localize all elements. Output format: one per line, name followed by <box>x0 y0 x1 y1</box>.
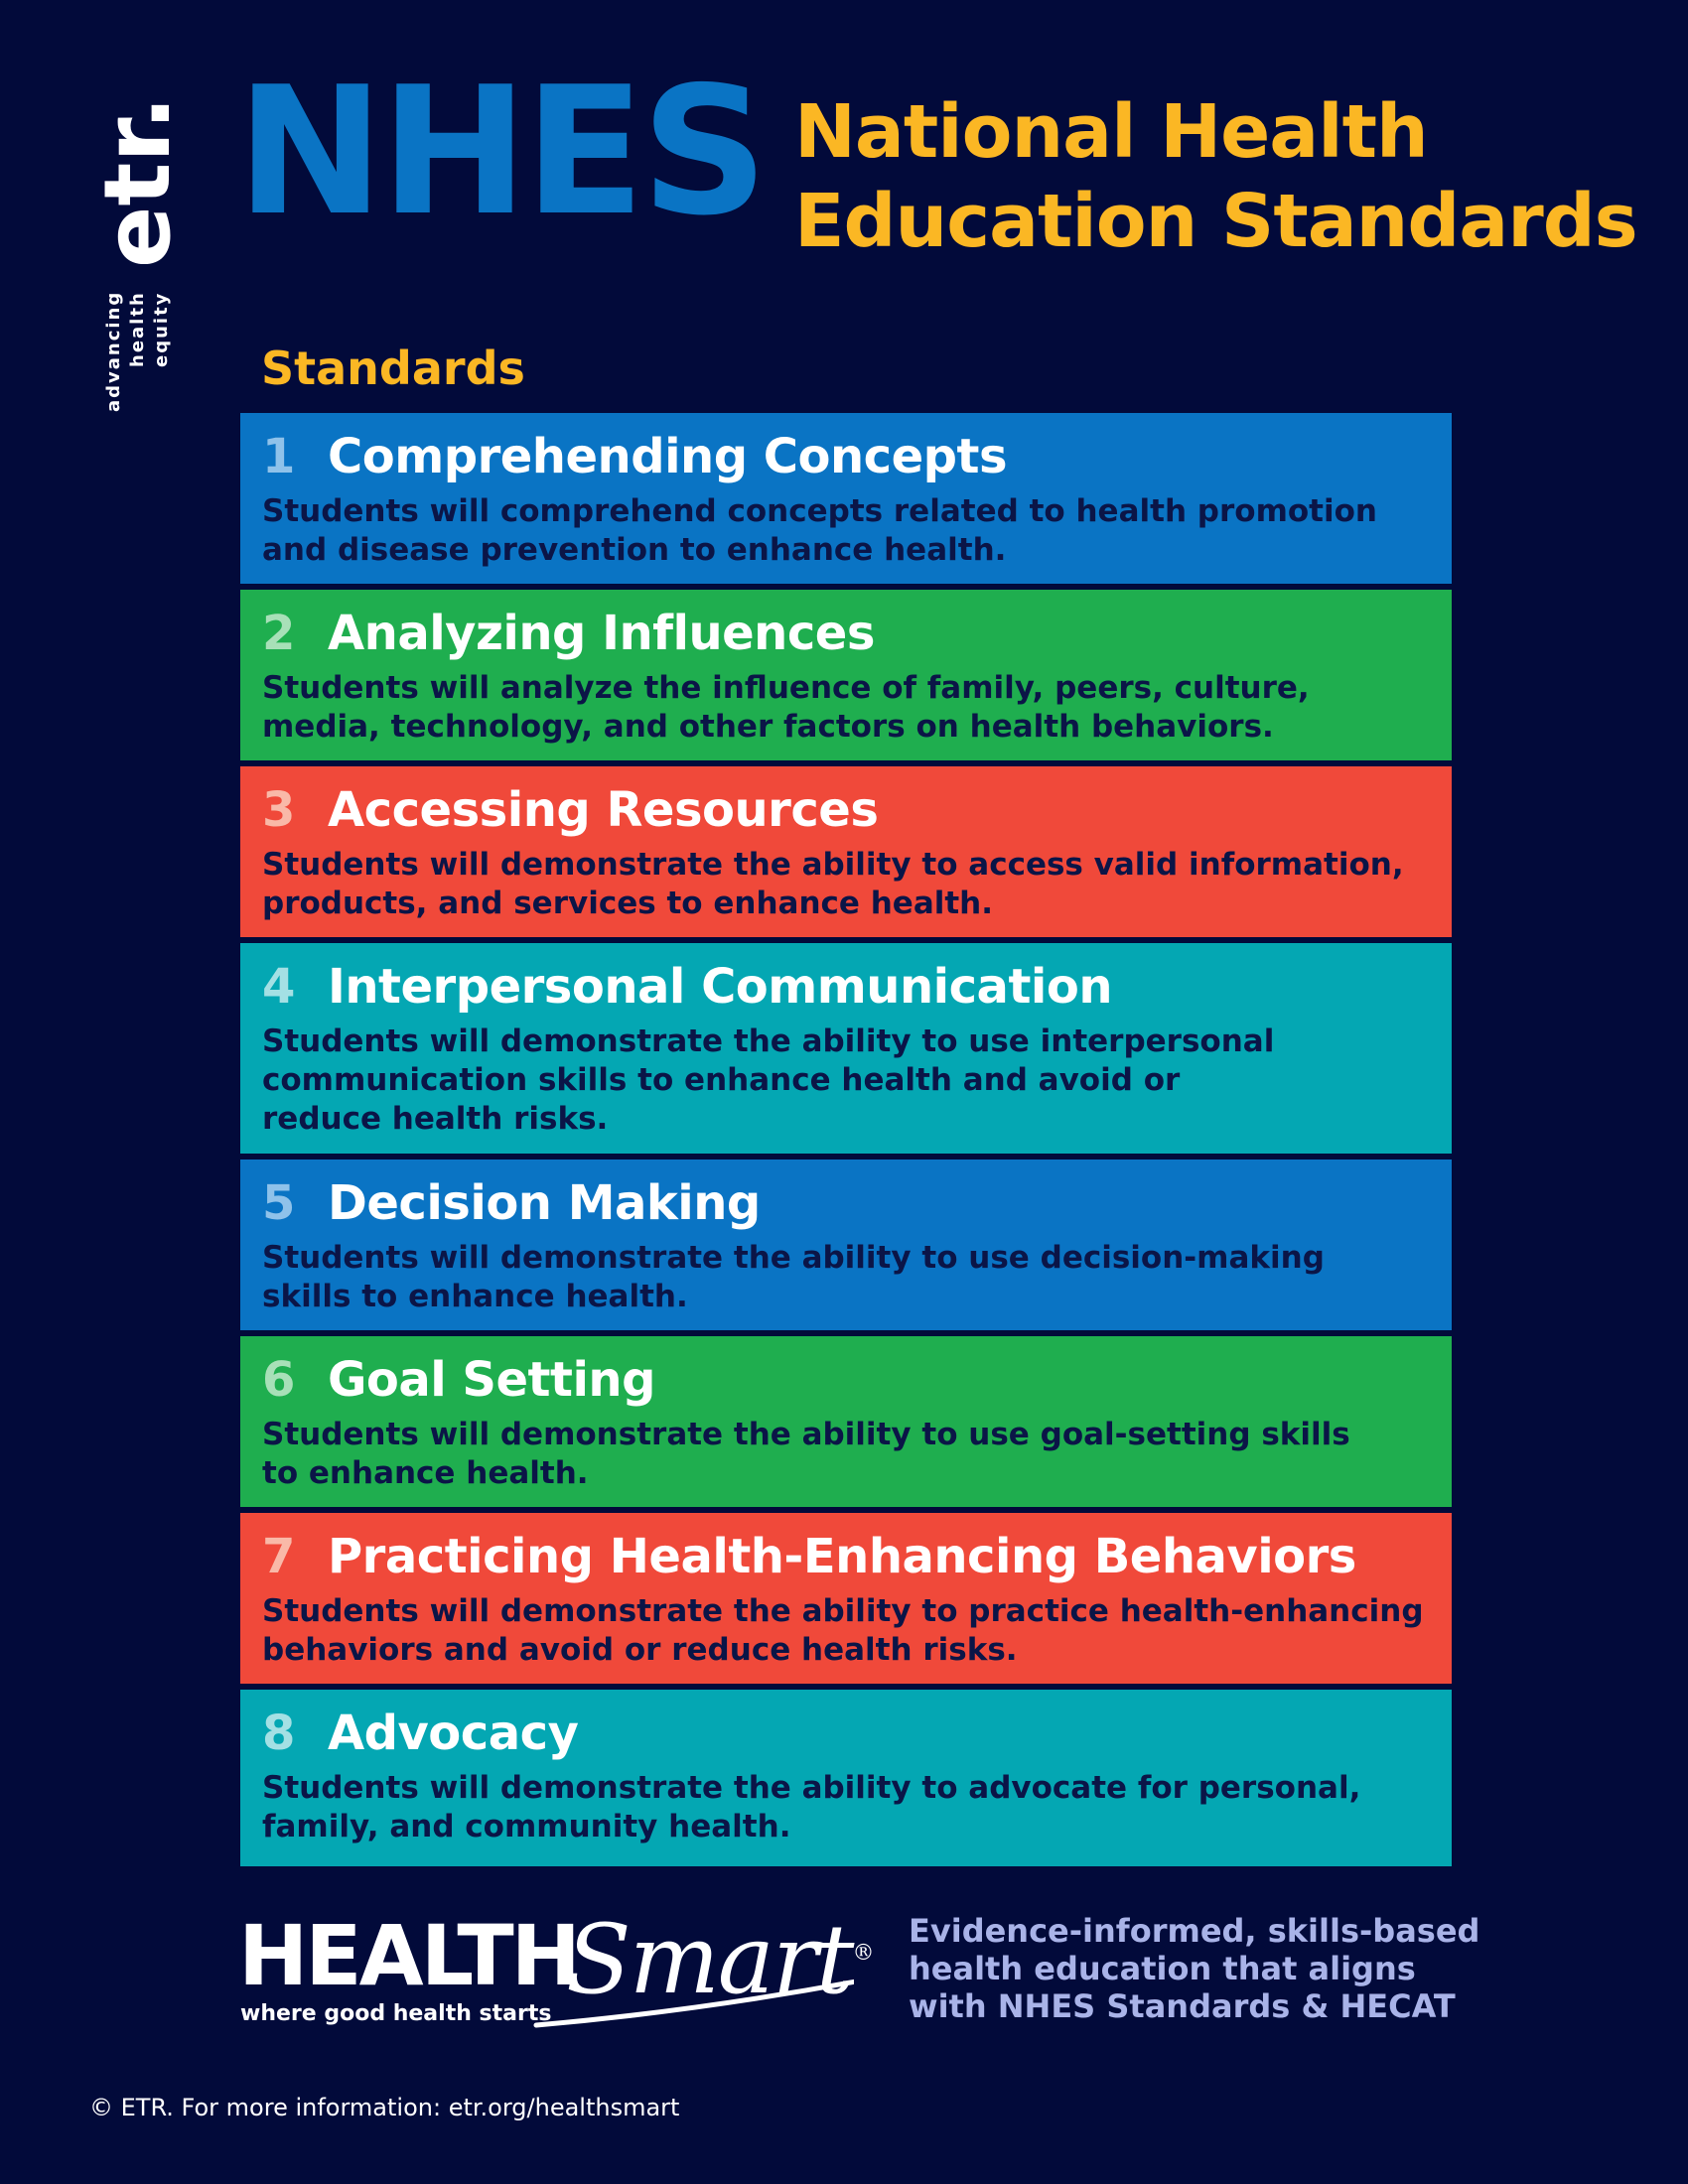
standard-description: Students will demonstrate the ability to use interpersonal communication skills to enhance health and avoid or reduce health risks. <box>262 1024 1275 1137</box>
standard-title: Analyzing Influences <box>328 606 875 661</box>
standard-number: 1 <box>262 429 296 484</box>
standard-6 <box>240 1336 1452 1513</box>
etr-logo <box>60 79 199 437</box>
page-title <box>794 87 1648 266</box>
standard-description: Students will demonstrate the ability to use goal-setting skills to enhance health. <box>262 1417 1350 1491</box>
standard-2 <box>240 590 1452 766</box>
standard-description: Students will demonstrate the ability to practice health-enhancing behaviors and avoid or reduce health risks. <box>262 1593 1424 1668</box>
standard-description: Students will demonstrate the ability to advocate for personal, family, and community health. <box>262 1770 1361 1844</box>
standard-title: Comprehending Concepts <box>328 429 1008 484</box>
healthsmart-smart-word: Smart <box>566 1904 853 2015</box>
standard-title: Goal Setting <box>328 1352 655 1408</box>
standard-description: Students will comprehend concepts related to health promotion and disease prevention to enhance health. <box>262 493 1377 568</box>
standards-heading: Standards <box>261 341 525 395</box>
standards-list <box>240 413 1452 1866</box>
healthsmart-tagline: where good health starts <box>240 2001 552 2026</box>
standard-title: Accessing Resources <box>328 782 879 838</box>
standard-title: Interpersonal Communication <box>328 959 1112 1015</box>
title-line-2: Education Standards <box>794 179 1637 264</box>
standard-8 <box>240 1690 1452 1866</box>
standard-number: 3 <box>262 782 296 838</box>
standard-number: 8 <box>262 1706 296 1761</box>
nhes-acronym: NHES <box>236 49 765 254</box>
standard-number: 5 <box>262 1175 296 1231</box>
standard-description: Students will demonstrate the ability to access valid information, products, and services to enhance health. <box>262 847 1404 921</box>
etr-wordmark: etr. <box>84 95 191 268</box>
standard-description: Students will analyze the influence of family, peers, culture, media, technology, and other factors on health behaviors. <box>262 670 1310 745</box>
standard-number: 4 <box>262 959 296 1015</box>
title-line-1: National Health <box>794 89 1428 175</box>
registered-mark: ® <box>852 1941 873 1966</box>
standard-title: Practicing Health-Enhancing Behaviors <box>328 1529 1356 1584</box>
standard-description: Students will demonstrate the ability to use decision-making skills to enhance health. <box>262 1240 1325 1314</box>
etr-tagline-3: equity <box>151 291 172 367</box>
healthsmart-health: HEALTH <box>238 1907 578 2004</box>
standard-number: 6 <box>262 1352 296 1408</box>
footer-text: © ETR. For more information: etr.org/healthsmart <box>89 2094 680 2121</box>
standard-1 <box>240 413 1452 590</box>
etr-tagline-1: advancing <box>103 290 124 412</box>
etr-tagline-2: health <box>127 291 148 367</box>
promo-text: Evidence-informed, skills-based health education that aligns with NHES Standards & HECAT <box>909 1912 1480 2025</box>
standard-title: Decision Making <box>328 1175 761 1231</box>
standard-3 <box>240 766 1452 943</box>
standard-4 <box>240 943 1452 1160</box>
standard-title: Advocacy <box>328 1706 579 1761</box>
standard-5 <box>240 1160 1452 1336</box>
healthsmart-logo <box>238 1904 873 2033</box>
standard-number: 7 <box>262 1529 296 1584</box>
standard-7 <box>240 1513 1452 1690</box>
healthsmart-smart <box>566 1904 873 2015</box>
standard-number: 2 <box>262 606 296 661</box>
